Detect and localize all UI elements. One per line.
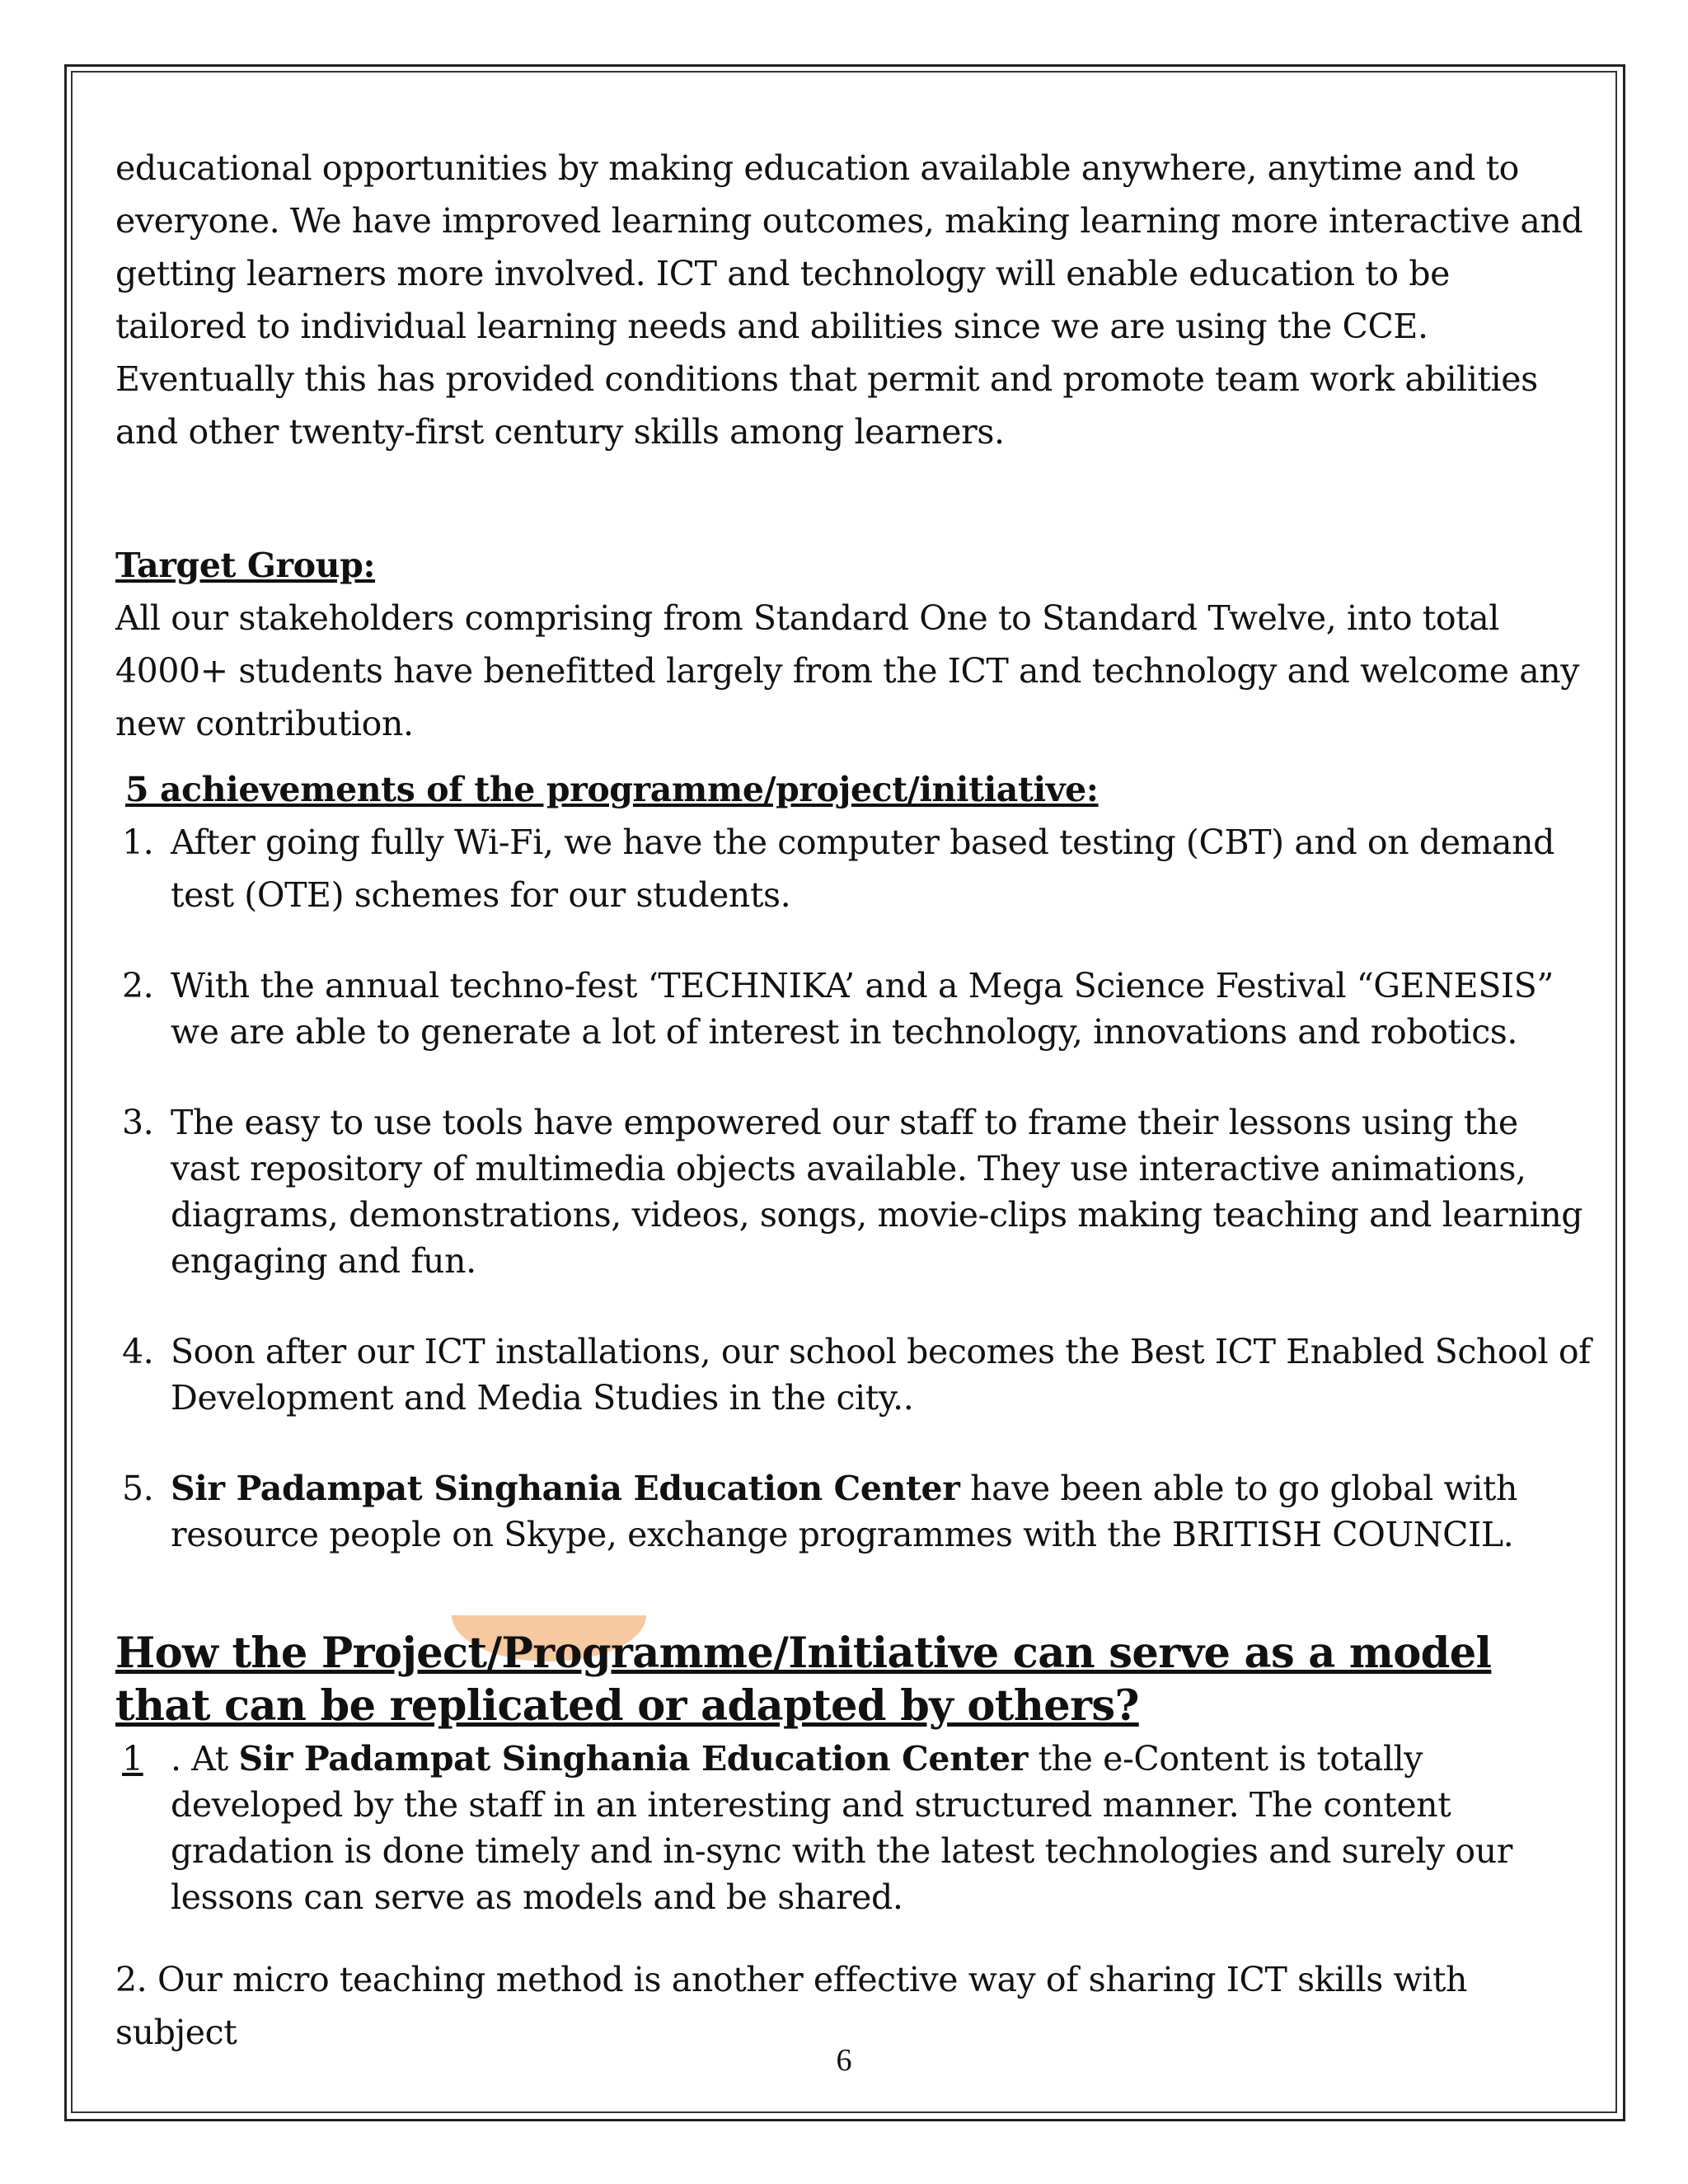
list-item-number: 3. — [122, 1103, 154, 1142]
list-item — [115, 1736, 1591, 1920]
list-item — [115, 1329, 1591, 1421]
list-item-prefix: . At — [171, 1739, 239, 1779]
target-group-heading: Target Group: — [115, 546, 376, 585]
achievements-heading: 5 achievements of the programme/project/initiative: — [125, 770, 1099, 809]
list-item — [115, 1465, 1591, 1558]
model-item-2: 2. Our micro teaching method is another effective way of sharing ICT skills with subject — [115, 1960, 1468, 2052]
list-item-number: 2. — [122, 966, 154, 1005]
school-name: Sir Padampat Singhania Education Center — [171, 1469, 960, 1508]
list-item-number: 1. — [122, 823, 154, 862]
page-number: 6 — [836, 2043, 852, 2078]
list-item-text: the e-Content is totally developed by the staff in an interesting and structured manner. The content gradation is done timely and in-sync with the latest technologies and surely our lessons can serve as models and be shared. — [171, 1739, 1512, 1917]
intro-paragraph: educational opportunities by making education available anywhere, anytime and to everyone. We have improved learning outcomes, making learning more interactive and getting learners more involved. ICT and technology will enable education to be tailored to individual learning needs and abilities since we are using the CCE. Eventually this has provided conditions that permit and promote team work abilities and other twenty-first century skills among learners. — [115, 148, 1583, 452]
list-item-number: 1 — [122, 1739, 143, 1779]
list-item-text: With the annual techno-fest ‘TECHNIKA’ and a Mega Science Festival “GENESIS” we are able to generate a lot of interest in technology, innovations and robotics. — [171, 966, 1554, 1052]
list-item — [115, 1099, 1591, 1284]
school-name: Sir Padampat Singhania Education Center — [238, 1739, 1028, 1779]
achievements-list — [115, 816, 1591, 1558]
list-item — [115, 963, 1591, 1055]
model-list — [115, 1736, 1591, 1920]
model-heading: How the Project/Programme/Initiative can serve as a model that can be replicated or adapted by others? — [115, 1629, 1492, 1731]
list-item-text: Soon after our ICT installations, our school becomes the Best ICT Enabled School of Development and Media Studies in the city.. — [171, 1332, 1591, 1418]
page-content — [115, 142, 1591, 2059]
list-item — [115, 816, 1591, 921]
list-item-text: The easy to use tools have empowered our staff to frame their lessons using the vast repository of multimedia objects available. They use interactive animations, diagrams, demonstrations, videos, songs, movie-clips making teaching and learning engaging and fun. — [171, 1103, 1583, 1281]
list-item-text: have been able to go global with resource people on Skype, exchange programmes with the BRITISH COUNCIL. — [171, 1469, 1518, 1554]
list-item-number: 4. — [122, 1332, 154, 1371]
target-group-paragraph: All our stakeholders comprising from Standard One to Standard Twelve, into total 4000+ students have benefitted largely from the ICT and technology and welcome any new contribution. — [115, 598, 1580, 743]
list-item-text: After going fully Wi-Fi, we have the computer based testing (CBT) and on demand test (OTE) schemes for our students. — [171, 823, 1554, 915]
list-item-number: 5. — [122, 1469, 154, 1508]
